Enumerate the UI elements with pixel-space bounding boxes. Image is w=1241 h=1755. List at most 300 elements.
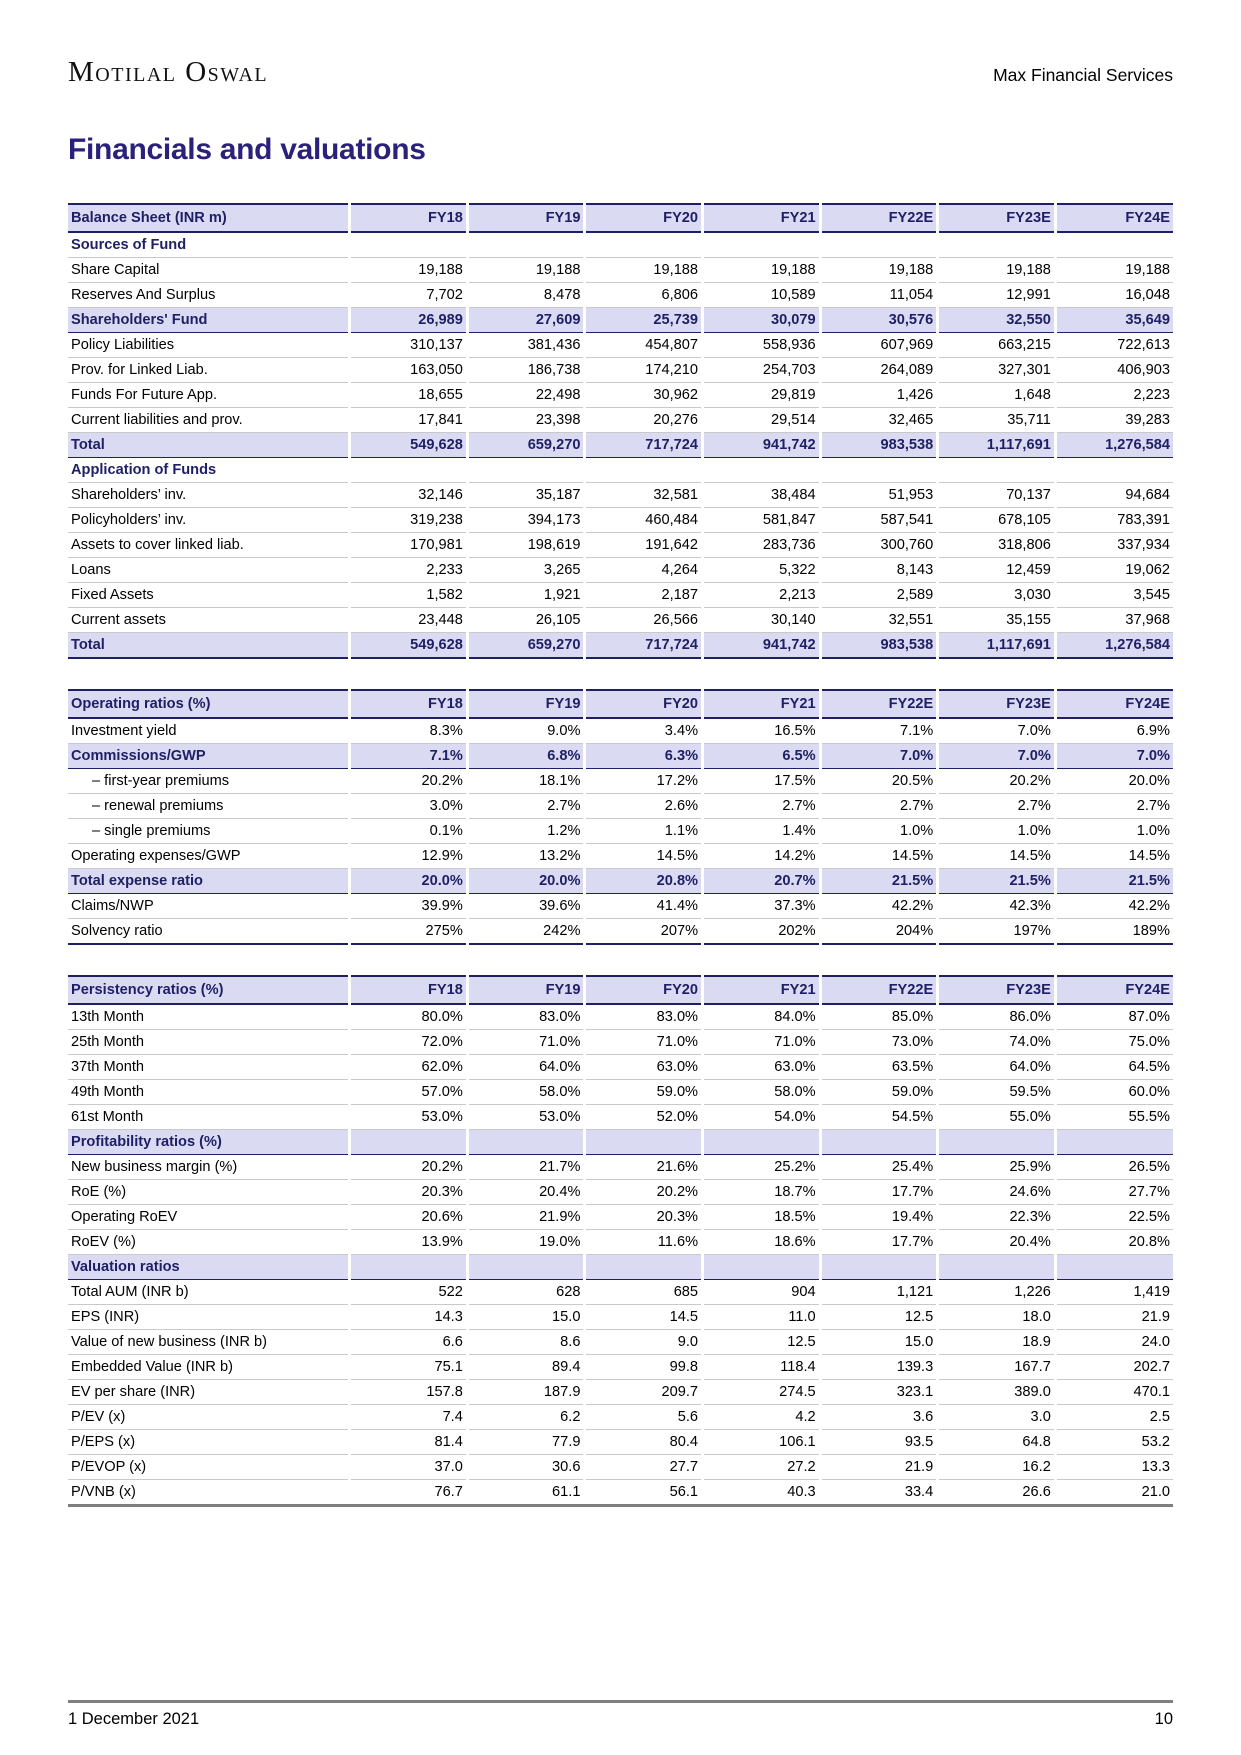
cell-empty	[585, 232, 703, 258]
financial-table	[68, 689, 1173, 945]
cell-value: 19.0%	[467, 1230, 585, 1255]
cell-value: 21.5%	[938, 869, 1056, 894]
cell-value: 7,702	[350, 283, 468, 308]
row-label: Policyholders’ inv.	[68, 508, 350, 533]
cell-value: 14.5%	[585, 844, 703, 869]
cell-value: 60.0%	[1055, 1080, 1173, 1105]
cell-value: 19,062	[1055, 558, 1173, 583]
cell-value: 197%	[938, 919, 1056, 945]
cell-value: 5.6	[585, 1405, 703, 1430]
cell-value: 18.7%	[703, 1180, 821, 1205]
cell-value: 11.6%	[585, 1230, 703, 1255]
column-header: FY23E	[938, 976, 1056, 1004]
cell-value: 19,188	[585, 258, 703, 283]
cell-value: 58.0%	[467, 1080, 585, 1105]
cell-value: 25.2%	[703, 1155, 821, 1180]
table-row	[68, 383, 1173, 408]
row-label: EPS (INR)	[68, 1305, 350, 1330]
table-row	[68, 869, 1173, 894]
cell-value: 549,628	[350, 433, 468, 458]
table-row	[68, 744, 1173, 769]
company-name: Max Financial Services	[993, 65, 1173, 85]
cell-value: 32,146	[350, 483, 468, 508]
cell-value: 139.3	[820, 1355, 938, 1380]
row-label: Operating RoEV	[68, 1205, 350, 1230]
cell-value: 678,105	[938, 508, 1056, 533]
cell-value: 75.0%	[1055, 1030, 1173, 1055]
cell-value: 33.4	[820, 1480, 938, 1506]
cell-value: 14.3	[350, 1305, 468, 1330]
cell-value: 93.5	[820, 1430, 938, 1455]
cell-value: 76.7	[350, 1480, 468, 1506]
cell-value: 6.2	[467, 1405, 585, 1430]
cell-value: 254,703	[703, 358, 821, 383]
cell-value: 191,642	[585, 533, 703, 558]
cell-value: 42.3%	[938, 894, 1056, 919]
cell-value: 32,465	[820, 408, 938, 433]
column-header: FY24E	[1055, 976, 1173, 1004]
cell-value: 20.7%	[703, 869, 821, 894]
cell-value: 7.0%	[820, 744, 938, 769]
page-header	[68, 56, 1173, 89]
column-header: FY19	[467, 976, 585, 1004]
row-label: Total expense ratio	[68, 869, 350, 894]
cell-value: 189%	[1055, 919, 1173, 945]
cell-value: 2.7%	[703, 794, 821, 819]
cell-value: 59.0%	[820, 1080, 938, 1105]
cell-value: 5,322	[703, 558, 821, 583]
column-header: FY21	[703, 976, 821, 1004]
cell-value: 20.4%	[467, 1180, 585, 1205]
cell-value: 14.5%	[1055, 844, 1173, 869]
cell-value: 64.0%	[467, 1055, 585, 1080]
cell-value: 6.3%	[585, 744, 703, 769]
cell-value: 27,609	[467, 308, 585, 333]
cell-empty	[350, 1130, 468, 1155]
cell-value: 1,419	[1055, 1280, 1173, 1305]
cell-value: 18.1%	[467, 769, 585, 794]
cell-value: 2,233	[350, 558, 468, 583]
cell-value: 1.0%	[820, 819, 938, 844]
cell-value: 21.5%	[820, 869, 938, 894]
row-label: Sources of Fund	[68, 232, 350, 258]
cell-value: 1.0%	[1055, 819, 1173, 844]
cell-value: 37.0	[350, 1455, 468, 1480]
cell-value: 628	[467, 1280, 585, 1305]
cell-value: 20.2%	[938, 769, 1056, 794]
cell-value: 18,655	[350, 383, 468, 408]
cell-value: 17.2%	[585, 769, 703, 794]
cell-empty	[703, 1255, 821, 1280]
cell-value: 18.5%	[703, 1205, 821, 1230]
cell-value: 8.3%	[350, 718, 468, 744]
cell-value: 29,514	[703, 408, 821, 433]
cell-empty	[585, 1130, 703, 1155]
table-row	[68, 608, 1173, 633]
cell-value: 41.4%	[585, 894, 703, 919]
cell-value: 17.5%	[703, 769, 821, 794]
cell-value: 30,962	[585, 383, 703, 408]
cell-value: 80.4	[585, 1430, 703, 1455]
cell-value: 4,264	[585, 558, 703, 583]
row-label: Funds For Future App.	[68, 383, 350, 408]
cell-value: 1,121	[820, 1280, 938, 1305]
cell-value: 89.4	[467, 1355, 585, 1380]
cell-value: 20.3%	[350, 1180, 468, 1205]
cell-value: 202%	[703, 919, 821, 945]
cell-value: 2.5	[1055, 1405, 1173, 1430]
table-row	[68, 1455, 1173, 1480]
column-header: FY20	[585, 204, 703, 232]
cell-value: 18.6%	[703, 1230, 821, 1255]
row-label: Profitability ratios (%)	[68, 1130, 350, 1155]
cell-value: 26,566	[585, 608, 703, 633]
cell-value: 2.7%	[1055, 794, 1173, 819]
cell-value: 70,137	[938, 483, 1056, 508]
cell-value: 10,589	[703, 283, 821, 308]
table-row	[68, 458, 1173, 483]
row-label: Embedded Value (INR b)	[68, 1355, 350, 1380]
cell-value: 20.4%	[938, 1230, 1056, 1255]
row-label: P/VNB (x)	[68, 1480, 350, 1506]
cell-value: 470.1	[1055, 1380, 1173, 1405]
cell-value: 62.0%	[350, 1055, 468, 1080]
cell-value: 6.8%	[467, 744, 585, 769]
cell-empty	[1055, 458, 1173, 483]
table-row	[68, 283, 1173, 308]
row-label: Shareholders' Fund	[68, 308, 350, 333]
cell-value: 3.0	[938, 1405, 1056, 1430]
cell-empty	[1055, 1255, 1173, 1280]
row-label: Shareholders’ inv.	[68, 483, 350, 508]
cell-value: 21.5%	[1055, 869, 1173, 894]
row-label: 25th Month	[68, 1030, 350, 1055]
cell-value: 20.0%	[467, 869, 585, 894]
table-row	[68, 1480, 1173, 1506]
cell-value: 17.7%	[820, 1230, 938, 1255]
cell-value: 1,426	[820, 383, 938, 408]
cell-value: 25.4%	[820, 1155, 938, 1180]
cell-value: 941,742	[703, 633, 821, 659]
cell-value: 20.8%	[585, 869, 703, 894]
cell-value: 157.8	[350, 1380, 468, 1405]
financial-table	[68, 203, 1173, 659]
cell-value: 187.9	[467, 1380, 585, 1405]
cell-value: 186,738	[467, 358, 585, 383]
row-label: RoEV (%)	[68, 1230, 350, 1255]
cell-value: 12,991	[938, 283, 1056, 308]
column-header: FY18	[350, 976, 468, 1004]
row-label: EV per share (INR)	[68, 1380, 350, 1405]
cell-value: 9.0%	[467, 718, 585, 744]
cell-value: 20.0%	[1055, 769, 1173, 794]
row-label: 13th Month	[68, 1004, 350, 1030]
cell-value: 198,619	[467, 533, 585, 558]
report-date: 1 December 2021	[68, 1710, 200, 1728]
column-header: FY22E	[820, 204, 938, 232]
cell-value: 63.0%	[585, 1055, 703, 1080]
cell-empty	[938, 232, 1056, 258]
cell-value: 59.0%	[585, 1080, 703, 1105]
row-label: Current assets	[68, 608, 350, 633]
cell-value: 11.0	[703, 1305, 821, 1330]
cell-value: 30,079	[703, 308, 821, 333]
row-label: Total AUM (INR b)	[68, 1280, 350, 1305]
cell-value: 7.1%	[350, 744, 468, 769]
cell-value: 30.6	[467, 1455, 585, 1480]
cell-value: 32,550	[938, 308, 1056, 333]
cell-value: 167.7	[938, 1355, 1056, 1380]
table-row	[68, 1130, 1173, 1155]
cell-empty	[938, 1255, 1056, 1280]
cell-value: 1.4%	[703, 819, 821, 844]
table-row	[68, 558, 1173, 583]
cell-value: 64.8	[938, 1430, 1056, 1455]
cell-value: 51,953	[820, 483, 938, 508]
cell-value: 1,276,584	[1055, 433, 1173, 458]
cell-value: 685	[585, 1280, 703, 1305]
row-label: – renewal premiums	[68, 794, 350, 819]
column-header: FY18	[350, 204, 468, 232]
cell-value: 53.0%	[467, 1105, 585, 1130]
row-label: New business margin (%)	[68, 1155, 350, 1180]
cell-empty	[467, 1255, 585, 1280]
row-label: Total	[68, 633, 350, 659]
cell-value: 522	[350, 1280, 468, 1305]
cell-value: 22,498	[467, 383, 585, 408]
cell-value: 1.2%	[467, 819, 585, 844]
cell-value: 783,391	[1055, 508, 1173, 533]
cell-empty	[585, 1255, 703, 1280]
cell-value: 75.1	[350, 1355, 468, 1380]
cell-value: 207%	[585, 919, 703, 945]
table-row	[68, 1030, 1173, 1055]
cell-value: 13.9%	[350, 1230, 468, 1255]
cell-value: 22.3%	[938, 1205, 1056, 1230]
cell-value: 87.0%	[1055, 1004, 1173, 1030]
cell-value: 35,187	[467, 483, 585, 508]
cell-value: 20.5%	[820, 769, 938, 794]
row-label: Valuation ratios	[68, 1255, 350, 1280]
cell-empty	[1055, 232, 1173, 258]
cell-value: 24.0	[1055, 1330, 1173, 1355]
cell-value: 73.0%	[820, 1030, 938, 1055]
cell-value: 327,301	[938, 358, 1056, 383]
cell-value: 1,921	[467, 583, 585, 608]
cell-value: 983,538	[820, 433, 938, 458]
cell-value: 6.9%	[1055, 718, 1173, 744]
cell-value: 40.3	[703, 1480, 821, 1506]
row-label: Current liabilities and prov.	[68, 408, 350, 433]
cell-value: 406,903	[1055, 358, 1173, 383]
table-row	[68, 333, 1173, 358]
cell-value: 30,140	[703, 608, 821, 633]
row-label: P/EPS (x)	[68, 1430, 350, 1455]
cell-value: 74.0%	[938, 1030, 1056, 1055]
cell-value: 274.5	[703, 1380, 821, 1405]
cell-value: 20.0%	[350, 869, 468, 894]
row-label: Policy Liabilities	[68, 333, 350, 358]
cell-value: 1,226	[938, 1280, 1056, 1305]
cell-value: 17.7%	[820, 1180, 938, 1205]
row-label: 37th Month	[68, 1055, 350, 1080]
cell-value: 35,155	[938, 608, 1056, 633]
cell-value: 21.0	[1055, 1480, 1173, 1506]
cell-value: 8,478	[467, 283, 585, 308]
row-label: Share Capital	[68, 258, 350, 283]
cell-value: 2,187	[585, 583, 703, 608]
cell-value: 310,137	[350, 333, 468, 358]
cell-value: 7.0%	[938, 744, 1056, 769]
cell-empty	[467, 1130, 585, 1155]
table-row	[68, 1004, 1173, 1030]
cell-value: 71.0%	[467, 1030, 585, 1055]
column-header: FY21	[703, 204, 821, 232]
table-title: Operating ratios (%)	[68, 690, 350, 718]
table-row	[68, 508, 1173, 533]
cell-value: 83.0%	[467, 1004, 585, 1030]
cell-value: 394,173	[467, 508, 585, 533]
cell-value: 20.2%	[350, 1155, 468, 1180]
cell-value: 389.0	[938, 1380, 1056, 1405]
cell-value: 12.5	[820, 1305, 938, 1330]
cell-value: 54.5%	[820, 1105, 938, 1130]
cell-empty	[820, 1130, 938, 1155]
cell-value: 659,270	[467, 433, 585, 458]
cell-empty	[938, 1130, 1056, 1155]
cell-value: 3,545	[1055, 583, 1173, 608]
cell-value: 264,089	[820, 358, 938, 383]
cell-value: 1,582	[350, 583, 468, 608]
cell-value: 3.4%	[585, 718, 703, 744]
cell-value: 25.9%	[938, 1155, 1056, 1180]
cell-value: 1.0%	[938, 819, 1056, 844]
cell-value: 3,265	[467, 558, 585, 583]
cell-value: 717,724	[585, 633, 703, 659]
table-row	[68, 1080, 1173, 1105]
column-header: FY23E	[938, 204, 1056, 232]
page-footer	[68, 1700, 1173, 1729]
cell-value: 42.2%	[1055, 894, 1173, 919]
cell-value: 204%	[820, 919, 938, 945]
table-row	[68, 1430, 1173, 1455]
cell-value: 21.9%	[467, 1205, 585, 1230]
brand-logo: Motilal Oswal	[68, 56, 269, 88]
table-header-row	[68, 204, 1173, 232]
cell-value: 63.5%	[820, 1055, 938, 1080]
row-label: Loans	[68, 558, 350, 583]
table-header-row	[68, 690, 1173, 718]
cell-value: 61.1	[467, 1480, 585, 1506]
cell-empty	[820, 458, 938, 483]
cell-value: 42.2%	[820, 894, 938, 919]
column-header: FY24E	[1055, 690, 1173, 718]
cell-value: 300,760	[820, 533, 938, 558]
cell-value: 0.1%	[350, 819, 468, 844]
column-header: FY22E	[820, 690, 938, 718]
cell-value: 8.6	[467, 1330, 585, 1355]
row-label: RoE (%)	[68, 1180, 350, 1205]
cell-value: 106.1	[703, 1430, 821, 1455]
cell-value: 72.0%	[350, 1030, 468, 1055]
cell-value: 37,968	[1055, 608, 1173, 633]
cell-value: 54.0%	[703, 1105, 821, 1130]
cell-value: 19,188	[1055, 258, 1173, 283]
cell-value: 587,541	[820, 508, 938, 533]
cell-value: 12.9%	[350, 844, 468, 869]
cell-value: 64.0%	[938, 1055, 1056, 1080]
cell-value: 18.9	[938, 1330, 1056, 1355]
cell-value: 83.0%	[585, 1004, 703, 1030]
cell-value: 1,117,691	[938, 433, 1056, 458]
cell-value: 174,210	[585, 358, 703, 383]
cell-value: 19,188	[703, 258, 821, 283]
table-row	[68, 819, 1173, 844]
tables-container	[68, 203, 1173, 1507]
cell-value: 23,448	[350, 608, 468, 633]
cell-value: 26.5%	[1055, 1155, 1173, 1180]
cell-value: 2,223	[1055, 383, 1173, 408]
cell-empty	[467, 232, 585, 258]
cell-value: 63.0%	[703, 1055, 821, 1080]
cell-value: 1,648	[938, 383, 1056, 408]
table-row	[68, 408, 1173, 433]
cell-value: 37.3%	[703, 894, 821, 919]
cell-value: 24.6%	[938, 1180, 1056, 1205]
cell-value: 7.0%	[938, 718, 1056, 744]
cell-value: 20.2%	[585, 1180, 703, 1205]
cell-value: 17,841	[350, 408, 468, 433]
cell-value: 607,969	[820, 333, 938, 358]
cell-empty	[703, 232, 821, 258]
cell-empty	[820, 1255, 938, 1280]
row-label: Solvency ratio	[68, 919, 350, 945]
table-row	[68, 308, 1173, 333]
table-row	[68, 533, 1173, 558]
table-row	[68, 1405, 1173, 1430]
column-header: FY21	[703, 690, 821, 718]
cell-empty	[703, 1130, 821, 1155]
cell-value: 38,484	[703, 483, 821, 508]
table-row	[68, 232, 1173, 258]
table-row	[68, 1255, 1173, 1280]
cell-value: 32,551	[820, 608, 938, 633]
cell-value: 1,276,584	[1055, 633, 1173, 659]
cell-value: 21.9	[820, 1455, 938, 1480]
row-label: – first-year premiums	[68, 769, 350, 794]
row-label: 61st Month	[68, 1105, 350, 1130]
cell-empty	[938, 458, 1056, 483]
column-header: FY22E	[820, 976, 938, 1004]
cell-value: 81.4	[350, 1430, 468, 1455]
table-row	[68, 1305, 1173, 1330]
row-label: Commissions/GWP	[68, 744, 350, 769]
cell-value: 202.7	[1055, 1355, 1173, 1380]
cell-value: 659,270	[467, 633, 585, 659]
cell-value: 14.5%	[938, 844, 1056, 869]
cell-value: 209.7	[585, 1380, 703, 1405]
row-label: Total	[68, 433, 350, 458]
table-row	[68, 894, 1173, 919]
cell-value: 13.3	[1055, 1455, 1173, 1480]
table-row	[68, 583, 1173, 608]
cell-value: 6,806	[585, 283, 703, 308]
cell-value: 7.1%	[820, 718, 938, 744]
cell-value: 558,936	[703, 333, 821, 358]
row-label: Investment yield	[68, 718, 350, 744]
cell-empty	[703, 458, 821, 483]
cell-value: 21.6%	[585, 1155, 703, 1180]
